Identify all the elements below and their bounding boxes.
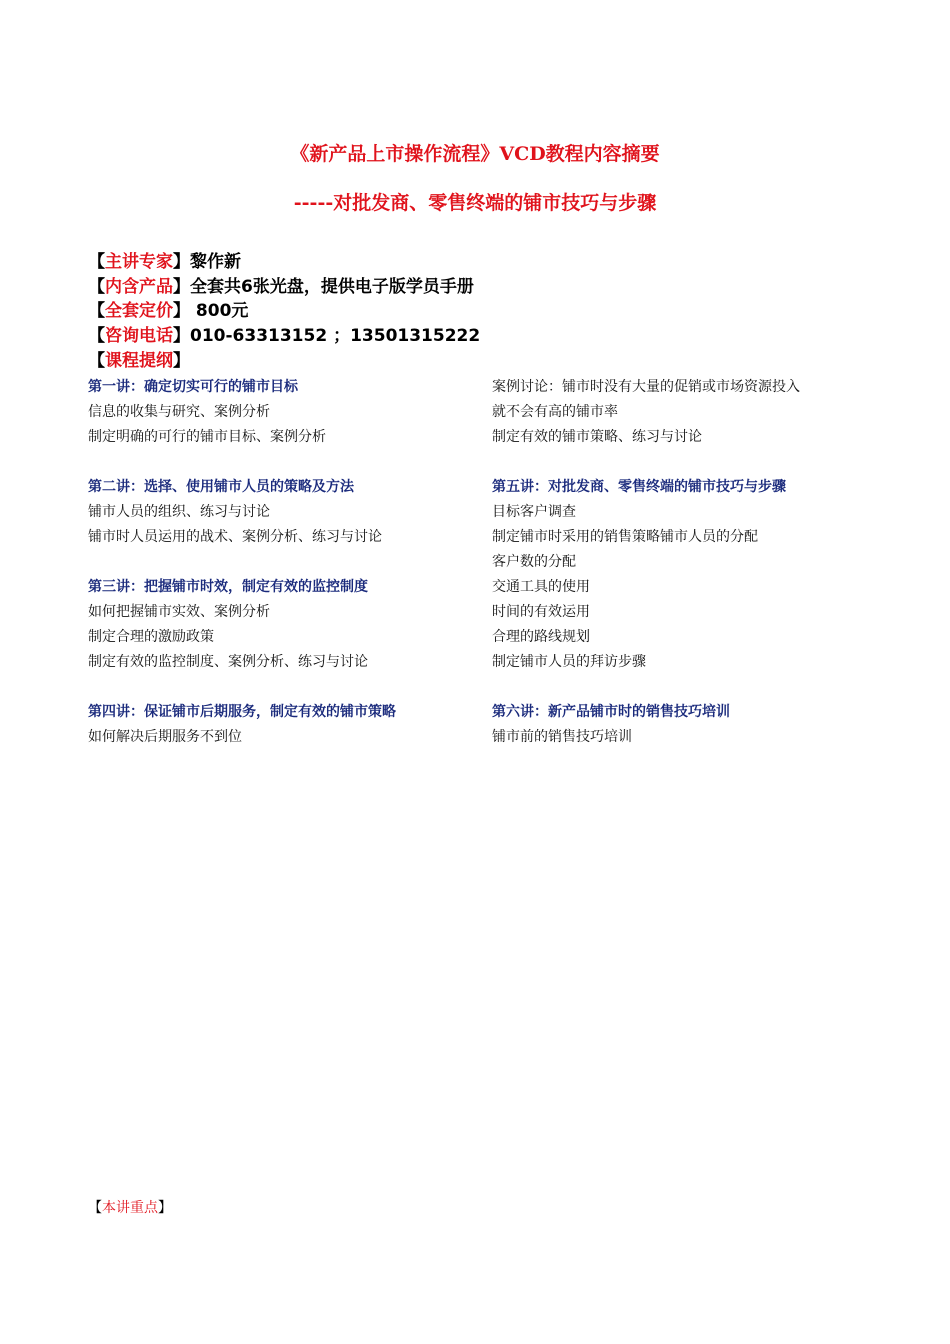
lecture-item: 就不会有高的铺市率	[492, 404, 618, 420]
info-product: 【内含产品】全套共6张光盘，提供电子版学员手册	[88, 277, 474, 297]
lecture-heading: 第六讲：新产品铺市时的销售技巧培训	[492, 704, 730, 720]
lecture-item: 制定明确的可行的铺市目标、案例分析	[88, 429, 326, 445]
lecture-item: 制定有效的监控制度、案例分析、练习与讨论	[88, 654, 368, 670]
lecture-item: 信息的收集与研究、案例分析	[88, 404, 270, 420]
key-points-label: 【本讲重点】	[88, 1200, 172, 1216]
lecture-item: 客户数的分配	[492, 554, 576, 570]
info-value: 800元	[190, 301, 249, 321]
lecture-heading: 第一讲：确定切实可行的铺市目标	[88, 379, 298, 395]
document-subtitle: -----对批发商、零售终端的铺市技巧与步骤	[293, 192, 657, 214]
info-value: 010-63313152 ；13501315222	[190, 326, 481, 346]
info-lecturer: 【主讲专家】黎作新	[88, 252, 241, 272]
outline-right-column	[492, 375, 892, 750]
info-label: 课程提纲	[105, 351, 173, 371]
lecture-heading: 第五讲：对批发商、零售终端的铺市技巧与步骤	[492, 479, 786, 495]
lecture-item: 制定铺市人员的拜访步骤	[492, 654, 646, 670]
lecture-item: 制定铺市时采用的销售策略铺市人员的分配	[492, 529, 758, 545]
info-label: 内含产品	[105, 277, 173, 297]
lecture-heading: 第二讲：选择、使用铺市人员的策略及方法	[88, 479, 354, 495]
info-phone: 【咨询电话】010-63313152 ；13501315222	[88, 326, 481, 346]
lecture-item: 制定有效的铺市策略、练习与讨论	[492, 429, 702, 445]
lecture-item: 铺市前的销售技巧培训	[492, 729, 632, 745]
info-value: 全套共6张光盘，提供电子版学员手册	[190, 277, 474, 297]
info-label: 全套定价	[105, 301, 173, 321]
lecture-item: 案例讨论：铺市时没有大量的促销或市场资源投入	[492, 379, 800, 395]
lecture-item: 交通工具的使用	[492, 579, 590, 595]
lecture-item: 合理的路线规划	[492, 629, 590, 645]
info-label: 咨询电话	[105, 326, 173, 346]
lecture-item: 目标客户调查	[492, 504, 576, 520]
lecture-item: 铺市时人员运用的战术、案例分析、练习与讨论	[88, 529, 382, 545]
lecture-heading: 第四讲：保证铺市后期服务，制定有效的铺市策略	[88, 704, 396, 720]
outline-left-column	[88, 375, 488, 750]
info-price: 【全套定价】 800元	[88, 301, 249, 321]
lecture-item: 铺市人员的组织、练习与讨论	[88, 504, 270, 520]
lecture-item: 制定合理的激励政策	[88, 629, 214, 645]
info-label: 主讲专家	[105, 252, 173, 272]
info-outline: 【课程提纲】	[88, 351, 190, 371]
info-value: 黎作新	[190, 252, 241, 272]
lecture-item: 如何解决后期服务不到位	[88, 729, 242, 745]
document-title: 《新产品上市操作流程》VCD教程内容摘要	[290, 143, 660, 165]
lecture-heading: 第三讲：把握铺市时效，制定有效的监控制度	[88, 579, 368, 595]
lecture-item: 时间的有效运用	[492, 604, 590, 620]
lecture-item: 如何把握铺市实效、案例分析	[88, 604, 270, 620]
